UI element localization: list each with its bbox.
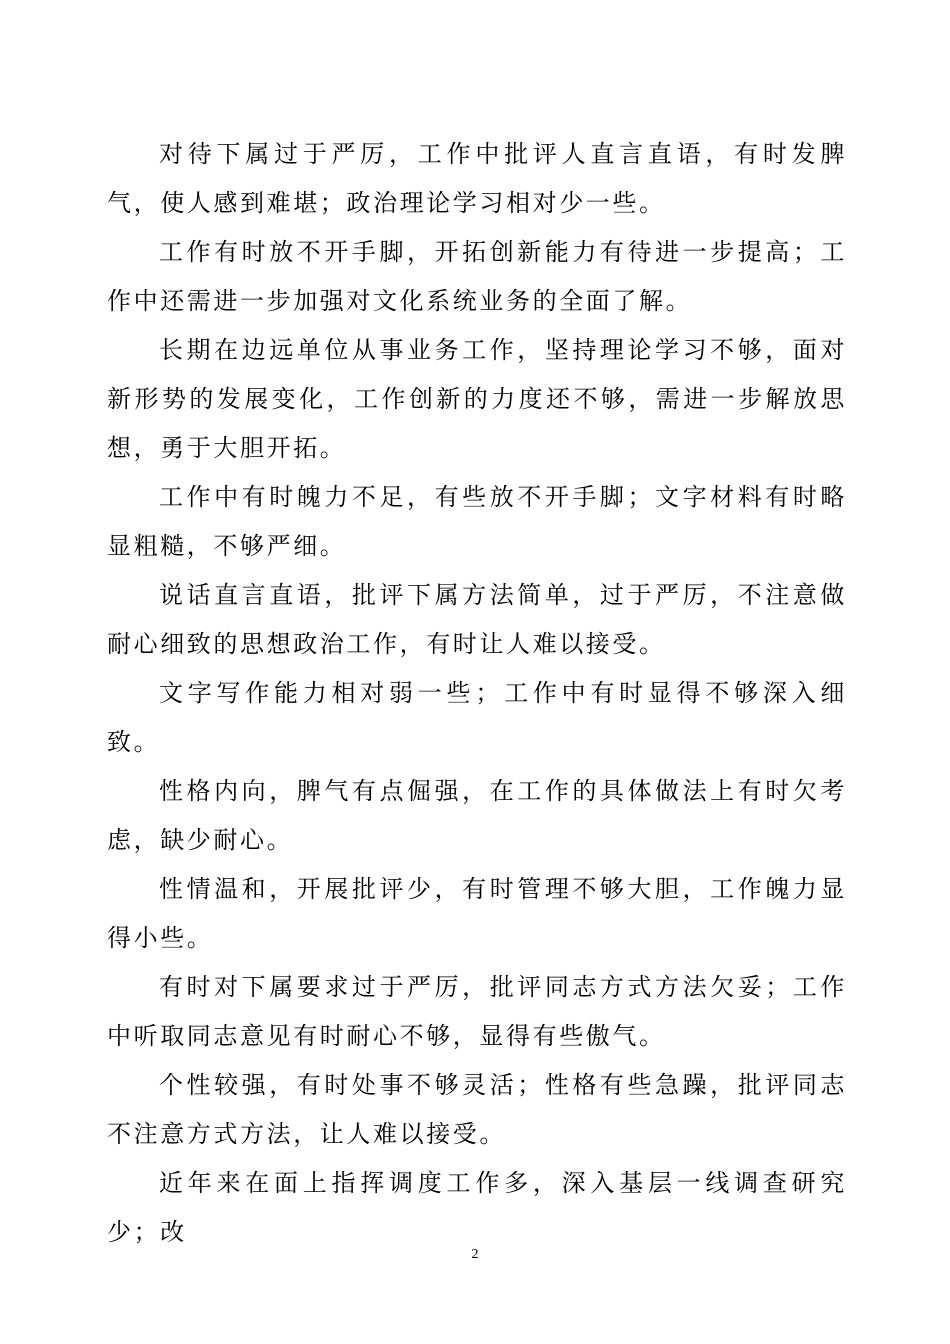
paragraph: 工作有时放不开手脚，开拓创新能力有待进一步提高；工作中还需进一步加强对文化系统业务的全面了解。 [107, 238, 847, 315]
paragraph: 工作中有时魄力不足，有些放不开手脚；文字材料有时略显粗糙，不够严细。 [107, 483, 847, 560]
paragraph: 性情温和，开展批评少，有时管理不够大胆，工作魄力显得小些。 [107, 875, 847, 952]
paragraph: 长期在边远单位从事业务工作，坚持理论学习不够，面对新形势的发展变化，工作创新的力度还不够，需进一步解放思想，勇于大胆开拓。 [107, 336, 847, 462]
paragraph: 有时对下属要求过于严厉，批评同志方式方法欠妥；工作中听取同志意见有时耐心不够，显得有些傲气。 [107, 973, 847, 1050]
paragraph: 对待下属过于严厉，工作中批评人直言直语，有时发脾气，使人感到难堪；政治理论学习相对少一些。 [107, 140, 847, 217]
document-body [107, 130, 847, 1257]
paragraph: 近年来在面上指挥调度工作多，深入基层一线调查研究少；改 [107, 1169, 847, 1246]
paragraph: 性格内向，脾气有点倔强，在工作的具体做法上有时欠考虑，缺少耐心。 [107, 777, 847, 854]
paragraph: 文字写作能力相对弱一些；工作中有时显得不够深入细致。 [107, 679, 847, 756]
paragraph: 说话直言直语，批评下属方法简单，过于严厉，不注意做耐心细致的思想政治工作，有时让人难以接受。 [107, 581, 847, 658]
paragraph: 个性较强，有时处事不够灵活；性格有些急躁，批评同志不注意方式方法，让人难以接受。 [107, 1071, 847, 1148]
page-number: 2 [471, 1247, 479, 1262]
